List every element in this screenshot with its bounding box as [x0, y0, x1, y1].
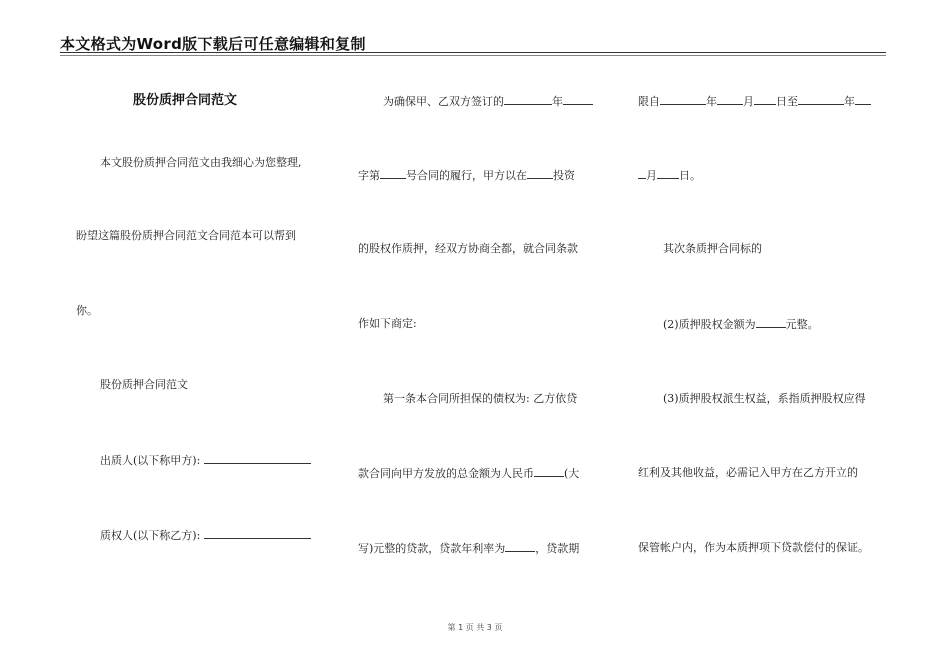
pledgee-blank — [204, 528, 311, 539]
text-segment: 投资 — [553, 169, 575, 182]
text-segment: 日至 — [776, 95, 798, 108]
blank-line — [756, 317, 786, 328]
blank-line — [504, 94, 552, 105]
blank-line — [660, 94, 706, 105]
pledgee-label: 质权人(以下称乙方): — [100, 529, 204, 542]
col2-line-2 — [358, 168, 575, 183]
blank-line — [657, 168, 679, 179]
intro-line-1: 本文股份质押合同范文由我细心为您整理, — [100, 156, 302, 169]
section-subtitle: 股份质押合同范文 — [100, 378, 188, 391]
col3-line-7: 保管帐户内，作为本质押项下贷款偿付的保证。 — [638, 541, 869, 554]
col2-line-4: 作如下商定: — [358, 317, 417, 330]
col2-line-1 — [383, 94, 593, 109]
col3-line-4 — [663, 317, 819, 332]
blank-line — [798, 94, 844, 105]
text-segment: 写)元整的贷款，贷款年利率为 — [358, 542, 506, 555]
top-banner: 本文格式为Word版下载后可任意编辑和复制 — [60, 35, 366, 53]
text-segment: 元整。 — [785, 318, 819, 331]
blank-line — [534, 466, 564, 477]
col2-line-5: 第一条本合同所担保的债权为: 乙方依贷 — [383, 392, 578, 405]
pledgee-line — [100, 528, 311, 543]
intro-line-3: 你。 — [76, 304, 98, 317]
col3-line-5: (3)质押股权派生权益，系指质押股权应得 — [663, 392, 866, 405]
text-segment: 月 — [646, 169, 657, 182]
header-rule-thin — [60, 55, 886, 56]
col3-line-1 — [638, 94, 871, 109]
page-number: 第 1 页 共 3 页 — [447, 623, 503, 632]
col2-line-7 — [358, 541, 579, 556]
col3-line-3: 其次条质押合同标的 — [663, 242, 762, 255]
text-segment: 字第 — [358, 169, 380, 182]
blank-line — [754, 94, 776, 105]
text-segment: 限自 — [638, 95, 660, 108]
text-segment: 日。 — [679, 169, 701, 182]
text-segment: 年 — [706, 95, 717, 108]
text-segment: 款合同向甲方发放的总金额为人民币 — [358, 467, 534, 480]
intro-line-2: 盼望这篇股份质押合同范文合同范本可以帮到 — [76, 229, 296, 242]
blank-line — [638, 168, 646, 179]
header-rule — [60, 52, 886, 53]
text-segment: 为确保甲、乙双方签订的 — [383, 95, 504, 108]
col2-line-6 — [358, 466, 579, 481]
text-segment: ，贷款期 — [535, 542, 580, 555]
text-segment: (2)质押股权金额为 — [663, 318, 756, 331]
text-segment: 月 — [743, 95, 754, 108]
text-segment: 年 — [552, 95, 563, 108]
col3-line-6: 红利及其他收益，必需记入甲方在乙方开立的 — [638, 466, 858, 479]
text-segment: (大 — [564, 467, 580, 480]
blank-line — [717, 94, 743, 105]
text-segment: 年 — [844, 95, 855, 108]
col2-line-3: 的股权作质押，经双方协商全都，就合同条款 — [358, 242, 578, 255]
col3-line-2 — [638, 168, 701, 183]
blank-line — [380, 168, 406, 179]
blank-line — [563, 94, 593, 105]
blank-line — [505, 541, 535, 552]
pledgor-blank — [204, 453, 311, 464]
blank-line — [527, 168, 553, 179]
document-title: 股份质押合同范文 — [133, 93, 238, 108]
pledgor-line — [100, 453, 311, 468]
text-segment: 号合同的履行，甲方以在 — [406, 169, 527, 182]
pledgor-label: 出质人(以下称甲方): — [100, 454, 204, 467]
blank-line — [855, 94, 871, 105]
